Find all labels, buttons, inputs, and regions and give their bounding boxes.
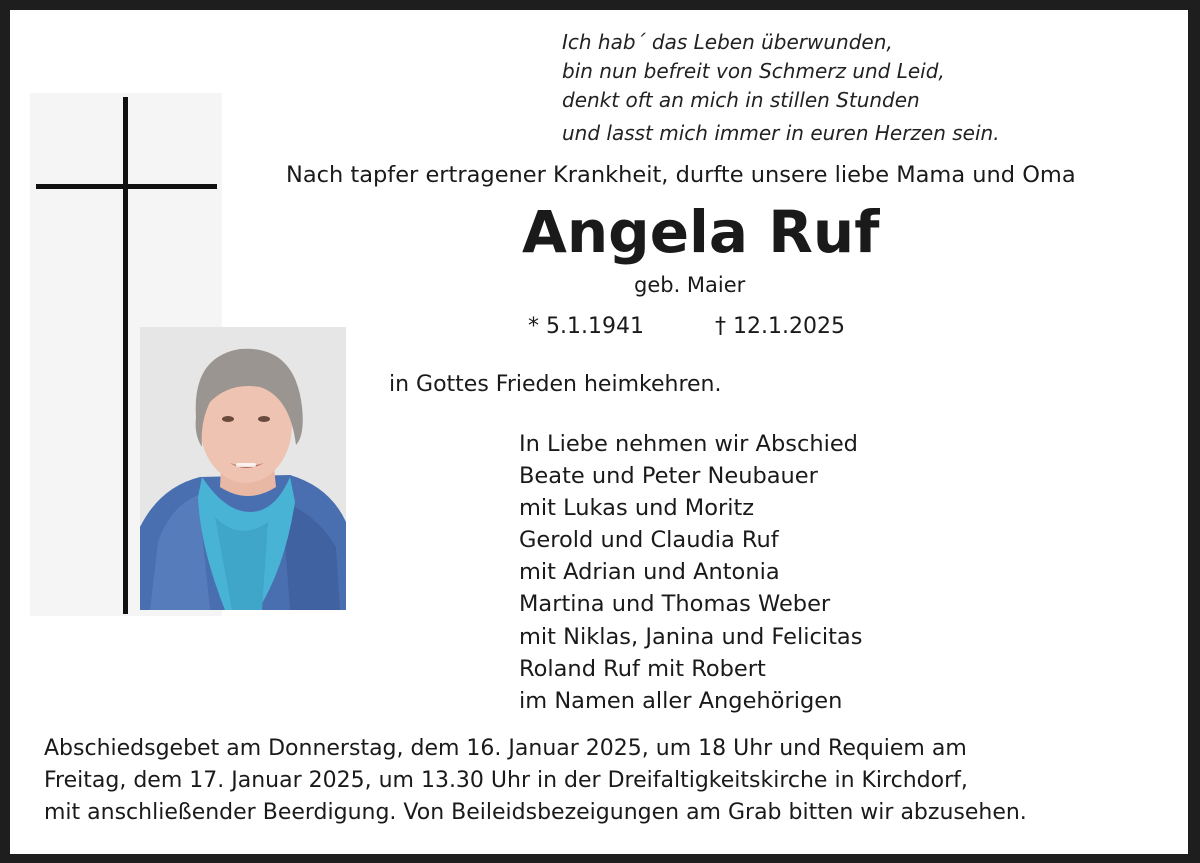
poem-line: Ich hab´ das Leben überwunden, bbox=[562, 30, 893, 54]
deceased-name: Angela Ruf bbox=[522, 198, 880, 266]
poem-line: denkt oft an mich in stillen Stunden bbox=[562, 88, 920, 112]
family-line: mit Adrian und Antonia bbox=[519, 559, 780, 586]
poem bbox=[562, 28, 1000, 148]
family-line: Gerold und Claudia Ruf bbox=[519, 527, 779, 554]
family-line: Roland Ruf mit Robert bbox=[519, 655, 766, 682]
family-line: mit Lukas und Moritz bbox=[519, 495, 755, 522]
footer-line: Freitag, dem 17. Januar 2025, um 13.30 Uhr in der Dreifaltigkeitskirche in Kirchdorf, bbox=[44, 768, 968, 793]
birth-date: * 5.1.1941 bbox=[528, 314, 644, 339]
family-line: Martina und Thomas Weber bbox=[519, 591, 831, 618]
cross-icon-vertical bbox=[123, 97, 128, 614]
intro-text: Nach tapfer ertragener Krankheit, durfte unsere liebe Mama und Oma bbox=[286, 162, 1076, 188]
poem-line: bin nun befreit von Schmerz und Leid, bbox=[562, 59, 945, 83]
footer-line: Abschiedsgebet am Donnerstag, dem 16. Januar 2025, um 18 Uhr und Requiem am bbox=[44, 736, 967, 761]
portrait-illustration bbox=[140, 327, 346, 610]
maiden-name: geb. Maier bbox=[634, 273, 746, 297]
peace-text: in Gottes Frieden heimkehren. bbox=[389, 372, 722, 397]
cross-icon-horizontal bbox=[36, 184, 217, 189]
family-line: Beate und Peter Neubauer bbox=[519, 463, 818, 490]
family-list bbox=[519, 428, 862, 717]
poem-line: und lasst mich immer in euren Herzen sein. bbox=[562, 121, 1000, 145]
family-line: In Liebe nehmen wir Abschied bbox=[519, 431, 858, 457]
death-date: † 12.1.2025 bbox=[715, 314, 845, 339]
portrait-photo bbox=[140, 327, 346, 610]
family-line: im Namen aller Angehörigen bbox=[519, 687, 843, 714]
footer-line: mit anschließender Beerdigung. Von Beileidsbezeigungen am Grab bitten wir abzusehen. bbox=[44, 800, 1027, 825]
family-line: mit Niklas, Janina und Felicitas bbox=[519, 623, 863, 650]
service-details bbox=[44, 733, 1027, 829]
